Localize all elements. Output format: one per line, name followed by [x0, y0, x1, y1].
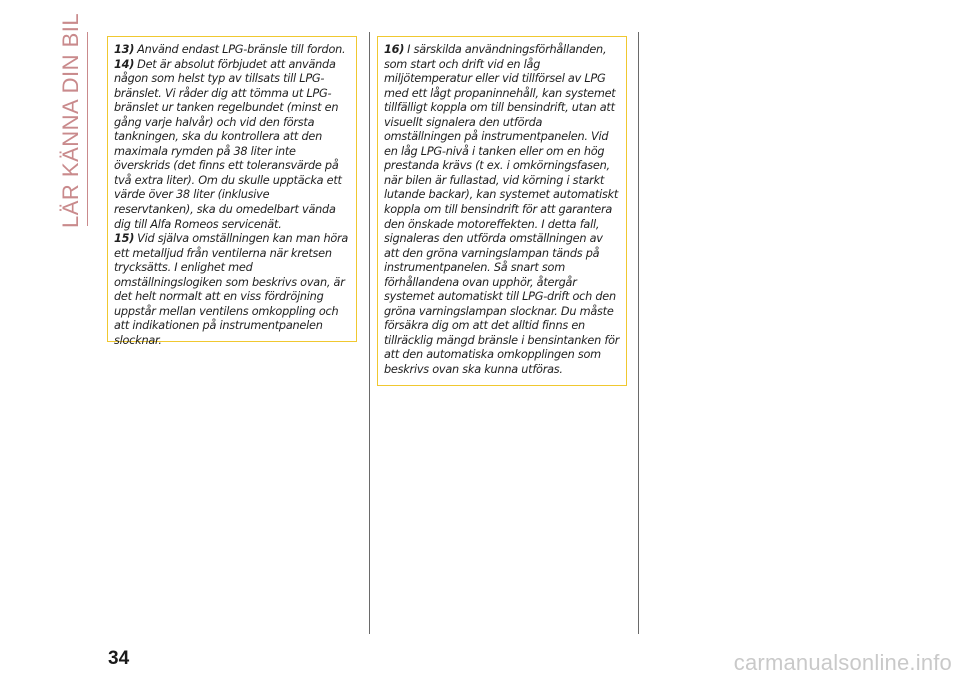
note-text: I särskilda användningsförhållanden, som start och drift vid en låg miljötemperatur eller vid tillförsel av LPG med ett lågt propaninnehåll, kan systemet tillfälligt koppla om till bensindrift, utan att visuellt signalera den utförda omställningen på instrumentpanelen. Vid en låg LPG-nivå i tanken eller om en hög prestanda krävs (t ex. i omkörningsfasen, när bilen är fullastad, vid körning i starkt lutande backar), kan systemet automatiskt koppla om till bensindrift för att garantera den önskade motoreffekten. I detta fall, signaleras den utförda omställningen av att den gröna varningslampan tänds på instrumentpanelen. Så snart som förhållandena ovan upphör, återgår systemet automatiskt till LPG-drift och den gröna varningslampan slocknar. Du måste försäkra dig om att det alltid finns en tillräcklig mängd bränsle i bensintanken för att den automatiska omkopplingen som beskrivs ovan ska kunna utföras. [384, 43, 620, 377]
watermark: carmanualsonline.info [733, 650, 952, 675]
notes-box-left [107, 36, 357, 347]
note-number: 14) [114, 57, 135, 71]
note-14 [114, 58, 351, 233]
note-number: 15) [114, 232, 135, 246]
section-title-rule [87, 32, 88, 226]
note-13 [114, 43, 351, 58]
note-text: Vid själva omställningen kan man höra ett metalljud från ventilerna när kretsen trycksätts. I enlighet med omställningslogiken som beskrivs ovan, är det helt normalt att en viss fördröjning uppstår mellan ventilens omkoppling och att indikationen på instrumentpanelen slocknar. [114, 232, 349, 347]
page-number: 34 [108, 648, 130, 669]
notes-box-right [377, 36, 627, 386]
column-divider-1 [369, 32, 370, 634]
note-text: Använd endast LPG-bränsle till fordon. [137, 43, 346, 56]
section-title: LÄR KÄNNA DIN BIL [58, 12, 83, 228]
note-text: Det är absolut förbjudet att använda någon som helst typ av tillsats till LPG-bränslet. Vi råder dig att tömma ut LPG-bränslet ur tanken regelbundet (minst en gång varje halvår) och vid den första tankningen, ska du kontrollera att den maximala rymden på 38 liter inte överskrids (det finns ett toleransvärde på två extra liter). Om du skulle upptäcka ett värde över 38 liter (inklusive reservtanken), ska du omedelbart vända dig till Alfa Romeos servicenät. [114, 57, 342, 231]
note-15 [114, 232, 351, 348]
column-divider-2 [638, 32, 639, 634]
note-number: 16) [384, 43, 405, 56]
note-number: 13) [114, 43, 135, 56]
note-16 [384, 43, 621, 378]
